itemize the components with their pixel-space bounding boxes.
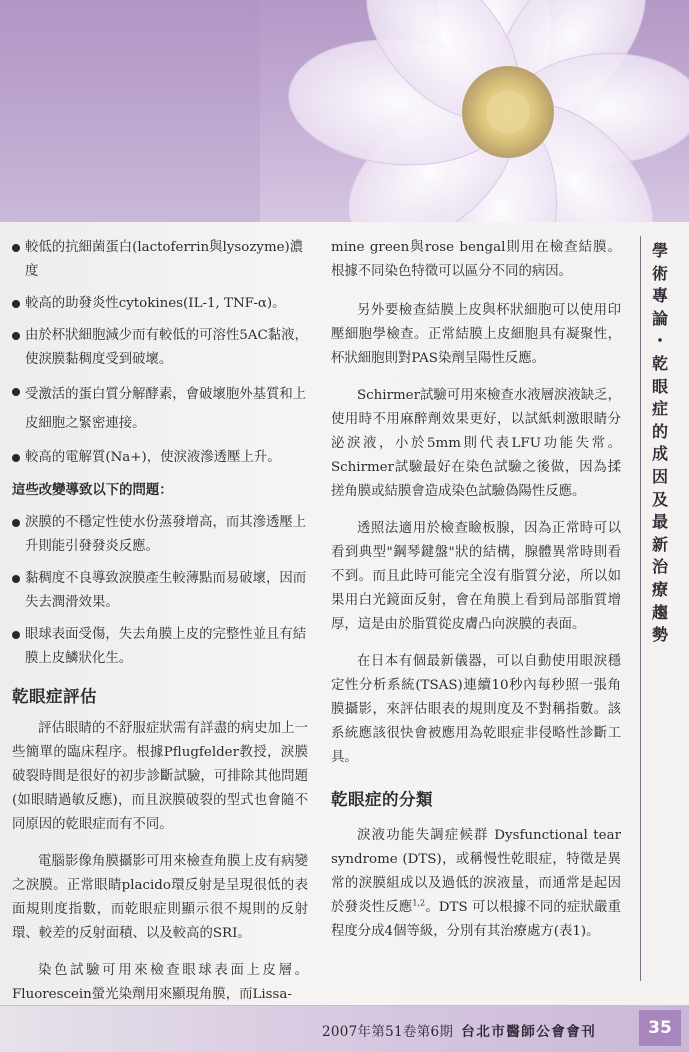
citation-superscript: 1,2 bbox=[412, 898, 426, 908]
header-banner bbox=[0, 0, 689, 222]
side-title-char: 專 bbox=[651, 286, 668, 306]
section-heading-classification: 乾眼症的分類 bbox=[331, 790, 433, 809]
classification-text-start: 淚液功能失調症候群 Dysfunctional tear syndrome (DTS)，或稱慢性乾眼症，特徵是異常的淚膜組成以及過低的淚液量，而通常是起因於發炎性反應 bbox=[331, 828, 621, 915]
classification-text-end: 。DTS 可以根據不同的症狀嚴重程度分成4個等級，分別有其治療處方(表1)。 bbox=[331, 900, 622, 939]
side-title-char: 術 bbox=[651, 263, 668, 283]
footer-text bbox=[322, 1020, 596, 1040]
paragraph-history: 評估眼睛的不舒服症狀需有詳盡的病史加上一些簡單的臨床程序。根據Pflugfelder教授，淚膜破裂時間是很好的初步診斷試驗，可排除其他問題(如眼睛過敏反應)，而且淚膜破裂的型式也會隨不同原因的乾眼症而有不同。 bbox=[12, 721, 308, 832]
side-title-char: 最 bbox=[651, 512, 668, 532]
side-title-char: 學 bbox=[651, 241, 668, 260]
side-title-char: 症 bbox=[651, 399, 668, 419]
paragraph-transillumination: 透照法適用於檢查瞼板腺，因為正常時可以看到典型"鋼琴鍵盤"狀的結構，腺體異常時則看不到。而且此時可能完全沒有脂質分泌，所以如果用白光鏡面反射，會在角膜上看到局部脂質增厚，這是由於脂質從皮膚凸向淚膜的表面。 bbox=[331, 521, 621, 632]
page-number: 35 bbox=[639, 1010, 681, 1046]
side-title-char: 因 bbox=[651, 466, 668, 486]
side-title-char: 勢 bbox=[651, 625, 668, 645]
paragraph-continuation: mine green與rose bengal則用在檢查結膜。根據不同染色特徵可以區分不同的病因。 bbox=[331, 240, 621, 279]
side-title-char: 療 bbox=[651, 579, 668, 599]
paragraph-topography: 電腦影像角膜攝影可用來檢查角膜上皮有病變之淚膜。正常眼睛placido環反射是呈現很低的表面規則度指數，而乾眼症則顯示很不規則的反射環、較差的反射面積、以及較高的SRI。 bbox=[12, 854, 308, 941]
bullet-electrolyte: 較高的電解質(Na+)，使淚液滲透壓上升。 bbox=[12, 446, 308, 470]
side-title-char: 論 bbox=[651, 308, 668, 328]
bullet-mucin: 由於杯狀細胞減少而有較低的可溶性5AC黏液，使淚膜黏稠度受到破壞。 bbox=[12, 324, 308, 372]
side-title-char: 治 bbox=[651, 557, 668, 577]
journal-name: 台北市醫師公會會刊 bbox=[461, 1024, 597, 1040]
bullet-viscosity: 黏稠度不良導致淚膜產生較薄點而易破壞，因而失去潤滑效果。 bbox=[12, 567, 308, 615]
side-title-char: 的 bbox=[651, 421, 668, 441]
right-column bbox=[331, 236, 621, 957]
paragraph-tsas: 在日本有個最新儀器，可以自動使用眼淚穩定性分析系統(TSAS)連續10秒內每秒照一張角膜攝影，來評估眼表的規則度及不對稱指數。該系統應該很快會被應用為乾眼症非侵略性診斷工具。 bbox=[331, 654, 621, 765]
footer-bar bbox=[0, 1005, 689, 1052]
side-title-char: 及 bbox=[651, 489, 668, 509]
paragraph-classification bbox=[331, 824, 621, 944]
bullet-cytokines: 較高的助發炎性cytokines(IL-1, TNF-α)。 bbox=[12, 292, 308, 316]
paragraph-staining: 染色試驗可用來檢查眼球表面上皮層。Fluorescein螢光染劑用來顯現角膜，而Lissa- bbox=[12, 963, 308, 1002]
cosmos-flower-image bbox=[0, 0, 689, 222]
bullet-lactoferrin: 較低的抗細菌蛋白(lactoferrin與lysozyme)濃度 bbox=[12, 236, 308, 284]
bullet-tear-instability: 淚膜的不穩定性使水份蒸發增高，而其滲透壓上升則能引發發炎反應。 bbox=[12, 511, 308, 559]
paragraph-impression-cytology: 另外要檢查結膜上皮與杯狀細胞可以使用印壓細胞學檢查。正常結膜上皮細胞具有凝聚性，杯狀細胞則對PAS染劑呈陽性反應。 bbox=[331, 303, 621, 366]
problems-lead-in: 這些改變導致以下的問題： bbox=[12, 482, 173, 498]
left-column bbox=[12, 236, 308, 1017]
side-title-char: 新 bbox=[651, 534, 668, 554]
bullet-protease: 受激活的蛋白質分解酵素，會破壞胞外基質和上皮細胞之緊密連接。 bbox=[12, 380, 308, 438]
issue-label: 2007年第51卷第6期 bbox=[322, 1024, 454, 1040]
side-title-char: 眼 bbox=[651, 376, 668, 396]
column-divider bbox=[640, 236, 641, 981]
side-title bbox=[650, 240, 670, 647]
bullet-surface-injury: 眼球表面受傷，失去角膜上皮的完整性並且有結膜上皮鱗狀化生。 bbox=[12, 623, 308, 671]
paragraph-schirmer: Schirmer試驗可用來檢查水液層淚液缺乏，使用時不用麻醉劑效果更好，以試紙刺激眼睛分泌淚液，小於5mm則代表LFU功能失常。Schirmer試驗最好在染色試驗之後做，因為揉搓角膜或結膜會造成染色試驗偽陽性反應。 bbox=[331, 388, 621, 499]
section-heading-evaluation: 乾眼症評估 bbox=[12, 687, 97, 706]
side-title-char: 趨 bbox=[651, 602, 668, 622]
side-title-char: 乾 bbox=[651, 353, 668, 373]
side-title-char: 成 bbox=[651, 444, 668, 464]
side-title-char: ・ bbox=[651, 331, 668, 351]
